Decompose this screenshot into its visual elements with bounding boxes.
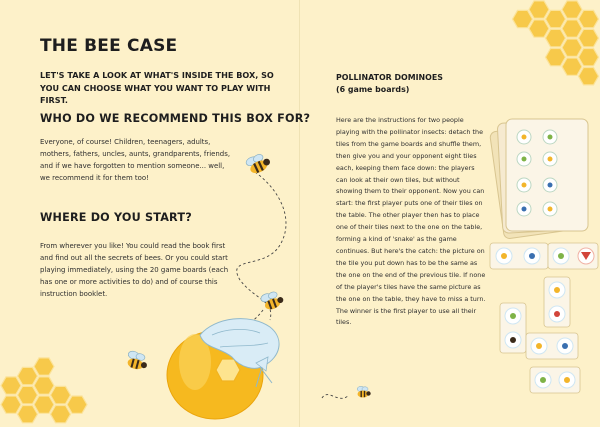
domino-tiles — [490, 115, 600, 425]
honeycomb-cell — [18, 367, 38, 384]
dominoes-instructions: Here are the instructions for two people playing with the pollinator insects: detach the tiles from the game boards and shuffle them, then give you and your opponent eight tiles each, keeping them face down: the players can look at their own tiles, but without showing them to their opponent. Now you can start: the first player puts one of their tiles on the table. The other player then has to place one of their tiles next to the one on the table, forming a kind of 'snake' as the game continues. But here's the catch: the picture on the tile you put down has to be the same as the one on the end of the previous tile. If none of the player's tiles have the same picture as the one on the table, they have to miss a turn. The winner is the first player to use all their tiles. — [336, 116, 486, 327]
title-line-1: POLLINATOR DOMINOES — [336, 73, 443, 82]
honeycomb-cell — [562, 20, 582, 37]
honeycomb-cell — [546, 49, 566, 66]
title-line-2: (6 game boards) — [336, 85, 410, 94]
honeycomb-cell — [562, 58, 582, 75]
honeycomb-cell — [34, 377, 54, 394]
honey-jar-illustration — [160, 317, 300, 427]
honeycomb-cell — [18, 386, 38, 403]
honeycomb-cell — [18, 406, 38, 423]
honeycomb-cell — [51, 386, 71, 403]
honeycomb-cell — [67, 396, 87, 413]
section-heading-who: WHO DO WE RECOMMEND THIS BOX FOR? — [40, 112, 311, 125]
bee-icon — [240, 150, 276, 180]
section-body-who: Everyone, of course! Children, teenagers, adults, mothers, fathers, uncles, aunts, grandparents, friends, and if we have forgotten to mention someone... well, we recommend it for them too! — [40, 138, 231, 182]
honeycomb-cell — [579, 29, 599, 46]
section-title-dominoes — [336, 72, 443, 96]
honeycomb-cell — [34, 358, 54, 375]
honeycomb-pattern-bottom-left — [0, 357, 120, 427]
honeycomb-cell — [562, 39, 582, 56]
honeycomb-cell — [546, 29, 566, 46]
intro-text: LET'S TAKE A LOOK AT WHAT'S INSIDE THE BOX, SO YOU CAN CHOOSE WHAT YOU WANT TO PLAY WITH FIRST. — [40, 70, 274, 105]
honeycomb-cell — [579, 68, 599, 85]
bee-flight-path-small — [320, 380, 470, 410]
honeycomb-cell — [529, 20, 549, 37]
honeycomb-cell — [579, 10, 599, 27]
honeycomb-cell — [1, 396, 21, 413]
honeycomb-cell — [513, 10, 533, 27]
section-body-where: From wherever you like! You could read the book first and find out all the secrets of bees. Or you could start playing immediately, using the 20 game boards (each has one or more activities to do) and of course this instruction booklet. — [40, 242, 229, 298]
bee-icon — [256, 288, 288, 316]
bee-icon — [120, 348, 152, 376]
honeycomb-cell — [562, 1, 582, 18]
honeycomb-cell — [51, 406, 71, 423]
honeycomb-cell — [34, 396, 54, 413]
section-heading-where: WHERE DO YOU START? — [40, 211, 192, 224]
honeycomb-cell — [546, 10, 566, 27]
honeycomb-cell — [1, 377, 21, 394]
honeycomb-cell — [579, 49, 599, 66]
page-title: THE BEE CASE — [40, 36, 178, 56]
honeycomb-cell — [529, 1, 549, 18]
honeycomb-pattern-top-right — [495, 0, 600, 85]
